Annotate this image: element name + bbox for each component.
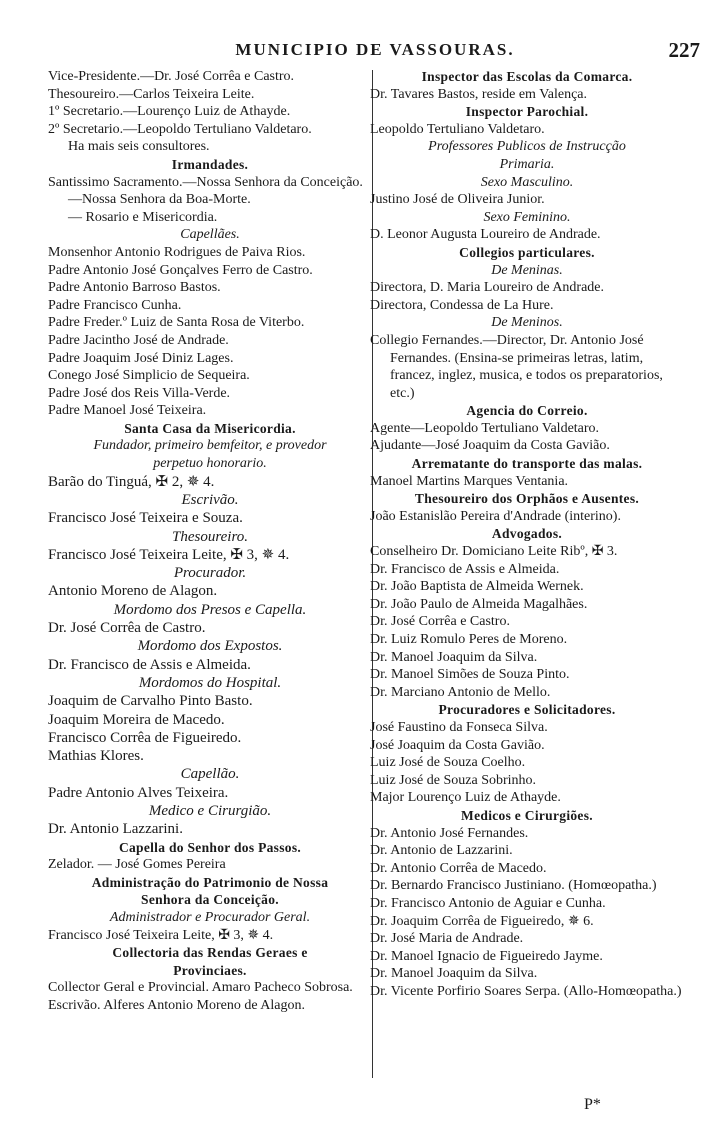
entry-text: Padre Antonio Barroso Bastos. [48, 280, 221, 296]
entry-text: José Joaquim da Costa Gavião. [370, 737, 545, 753]
entry-text: Directora, Condessa de La Hure. [370, 297, 554, 313]
entry-text: Vice-Presidente.—Dr. José Corrêa e Castro. [48, 69, 295, 84]
entry-text: Directora, D. Maria Loureiro de Andrade. [370, 280, 605, 296]
entry-text: Agente—Leopoldo Tertuliano Valdetaro. [370, 420, 600, 436]
entry-text: Santissimo Sacramento.—Nossa Senhora da Conceição.—Nossa Senhora da Boa-Morte. [48, 174, 363, 208]
entry-text: Monsenhor Antonio Rodrigues de Paiva Rios. [48, 244, 306, 260]
section-heading: Provinciaes. [173, 962, 247, 978]
right-column [370, 68, 684, 1000]
entry-text: Ha mais seis consultores. [68, 139, 210, 155]
subheading: Sexo Feminino. [483, 209, 571, 225]
left-column [48, 68, 372, 1015]
section-heading: Advogados. [491, 526, 563, 542]
entry-text: Dr. Francisco de Assis e Almeida. [370, 561, 560, 577]
subheading: De Meninas. [491, 262, 563, 278]
section-heading: Senhora da Conceição. [141, 892, 279, 908]
entry-text: Joaquim de Carvalho Pinto Basto. [48, 693, 253, 710]
entry-text: Dr. Manoel Simões de Souza Pinto. [370, 667, 570, 683]
entry-text: Dr. Francisco de Assis e Almeida. [48, 656, 251, 673]
entry-text: Dr. Bernardo Francisco Justiniano. (Homœopatha.) [370, 878, 657, 894]
entry-text: Conego José Simplicio de Sequeira. [48, 368, 250, 384]
page-header [50, 38, 700, 66]
entry-text: Leopoldo Tertuliano Valdetaro. [370, 121, 545, 137]
entry-text: José Faustino da Fonseca Silva. [370, 719, 548, 735]
section-heading: Thesoureiro dos Orphãos e Ausentes. [414, 491, 640, 507]
entry-text: Collector Geral e Provincial. Amaro Pacheco Sobrosa. [48, 980, 353, 996]
entry-text: Padre José dos Reis Villa-Verde. [48, 385, 231, 401]
entry-text: Padre Antonio Alves Teixeira. [48, 784, 229, 801]
section-heading: Administração do Patrimonio de Nossa [91, 874, 329, 890]
section-heading: Medicos e Cirurgiões. [461, 807, 593, 823]
entry-text: 2º Secretario.—Leopoldo Tertuliano Valdetaro. [48, 121, 312, 137]
entry-text: Dr. Manoel Joaquim da Silva. [370, 649, 538, 665]
subheading: Professores Publicos de Instrucção [428, 139, 626, 155]
entry-text: Manoel Martins Marques Ventania. [370, 473, 569, 489]
section-heading: Collectoria das Rendas Geraes e [112, 945, 308, 961]
entry-text: Francisco José Teixeira e Souza. [48, 510, 243, 527]
signature-mark: P* [584, 1096, 601, 1113]
subheading: Primaria. [499, 156, 555, 172]
entry-text: Padre Manoel José Teixeira. [48, 403, 207, 419]
entry-text: Zelador. — José Gomes Pereira [48, 857, 226, 873]
subheading: perpetuo honorario. [153, 456, 267, 472]
entry-text: Dr. Manoel Ignacio de Figueiredo Jayme. [370, 948, 603, 964]
entry-text: Ajudante—José Joaquim da Costa Gavião. [370, 438, 610, 454]
subheading: Administrador e Procurador Geral. [109, 909, 311, 925]
entry-text: Francisco Corrêa de Figueiredo. [48, 729, 242, 746]
section-heading: Agencia do Correio. [466, 403, 588, 419]
subheading: Procurador. [173, 565, 247, 582]
entry-text: Dr. José Corrêa e Castro. [370, 614, 510, 630]
section-heading: Santa Casa da Misericordia. [124, 420, 296, 436]
subheading: Escrivão. [181, 491, 239, 508]
entry-text: Luiz José de Souza Coelho. [370, 755, 526, 771]
section-heading: Inspector das Escolas da Comarca. [421, 69, 633, 84]
entry-text: Barão do Tinguá, ✠ 2, ✵ 4. [48, 473, 215, 490]
section-heading: Collegios particulares. [459, 244, 595, 260]
entry-text: Dr. Vicente Porfirio Soares Serpa. (Allo-Homœopatha.) [370, 983, 682, 999]
entry-text: D. Leonor Augusta Loureiro de Andrade. [370, 227, 601, 243]
subheading: Capellão. [180, 766, 240, 783]
entry-text: Dr. Tavares Bastos, reside em Valença. [370, 86, 587, 102]
entry-text: Dr. Luiz Romulo Peres de Moreno. [370, 632, 568, 647]
entry-text: Major Lourenço Luiz de Athayde. [370, 790, 561, 806]
entry-text: Mathias Klores. [48, 748, 144, 765]
entry-text: Dr. Francisco Antonio de Aguiar e Cunha. [370, 895, 606, 911]
entry-text: Dr. João Paulo de Almeida Magalhães. [370, 596, 588, 612]
subheading: Mordomo dos Presos e Capella. [113, 601, 307, 618]
entry-text: Padre Francisco Cunha. [48, 297, 182, 313]
entry-text: Dr. João Baptista de Almeida Wernek. [370, 579, 584, 595]
entry-text: Francisco José Teixeira Leite, ✠ 3, ✵ 4. [48, 546, 290, 563]
section-heading: Inspector Parochial. [465, 104, 589, 120]
entry-text: Dr. Antonio Corrêa de Macedo. [370, 860, 547, 876]
section-heading: Procuradores e Solicitadores. [438, 702, 616, 718]
subheading: Mordomos do Hospital. [138, 674, 282, 691]
entry-text: Collegio Fernandes.—Director, Dr. Antonio José Fernandes. (Ensina-se primeiras letras, latim, francez, inglez, musica, e todos os preparatorios, etc.) [370, 332, 663, 401]
section-heading: Irmandades. [171, 156, 249, 172]
entry-text: Dr. Marciano Antonio de Mello. [370, 684, 551, 700]
page-number: 227 [668, 38, 700, 62]
entry-text: Dr. Joaquim Corrêa de Figueiredo, ✵ 6. [370, 913, 594, 929]
entry-text: Dr. José Maria de Andrade. [370, 931, 524, 947]
entry-text: Dr. Antonio Lazzarini. [48, 821, 183, 838]
entry-text: 1º Secretario.—Lourenço Luiz de Athayde. [48, 104, 291, 120]
entry-text: Conselheiro Dr. Domiciano Leite Ribº, ✠ 3. [370, 544, 618, 560]
subheading: Sexo Masculino. [480, 174, 574, 190]
entry-text: Luiz José de Souza Sobrinho. [370, 772, 537, 788]
entry-text: Padre Antonio José Gonçalves Ferro de Castro. [48, 262, 313, 278]
subheading: Capellães. [180, 227, 240, 243]
entry-text: Dr. Antonio de Lazzarini. [370, 843, 513, 859]
section-heading: Capella do Senhor dos Passos. [118, 839, 302, 855]
entry-text: Padre Freder.º Luiz de Santa Rosa de Viterbo. [48, 315, 305, 331]
entry-text: Padre Joaquim José Diniz Lages. [48, 350, 234, 366]
entry-text: Francisco José Teixeira Leite, ✠ 3, ✵ 4. [48, 927, 274, 943]
entry-text: Thesoureiro.—Carlos Teixeira Leite. [48, 86, 255, 102]
subheading: Medico e Cirurgião. [148, 803, 272, 819]
subheading: Mordomo dos Expostos. [137, 638, 283, 655]
subheading: De Meninos. [491, 315, 563, 331]
subheading: Fundador, primeiro bemfeitor, e provedor [93, 438, 327, 454]
entry-text: Escrivão. Alferes Antonio Moreno de Alagon. [48, 997, 306, 1013]
entry-text: Dr. Manoel Joaquim da Silva. [370, 966, 538, 982]
subheading: Thesoureiro. [172, 528, 248, 545]
entry-text: Antonio Moreno de Alagon. [48, 583, 218, 600]
running-title: MUNICIPIO DE VASSOURAS. [235, 40, 515, 59]
section-heading: Arrematante do transporte das malas. [411, 456, 643, 472]
entry-text: Dr. Antonio José Fernandes. [370, 825, 529, 841]
entry-text: Joaquim Moreira de Macedo. [48, 711, 225, 728]
entry-text: João Estanislão Pereira d'Andrade (interino). [370, 508, 621, 524]
entry-text: Dr. José Corrêa de Castro. [48, 620, 206, 637]
entry-text: Justino José de Oliveira Junior. [370, 192, 545, 208]
entry-text: Padre Jacintho José de Andrade. [48, 332, 229, 348]
entry-text: — Rosario e Misericordia. [68, 209, 218, 225]
